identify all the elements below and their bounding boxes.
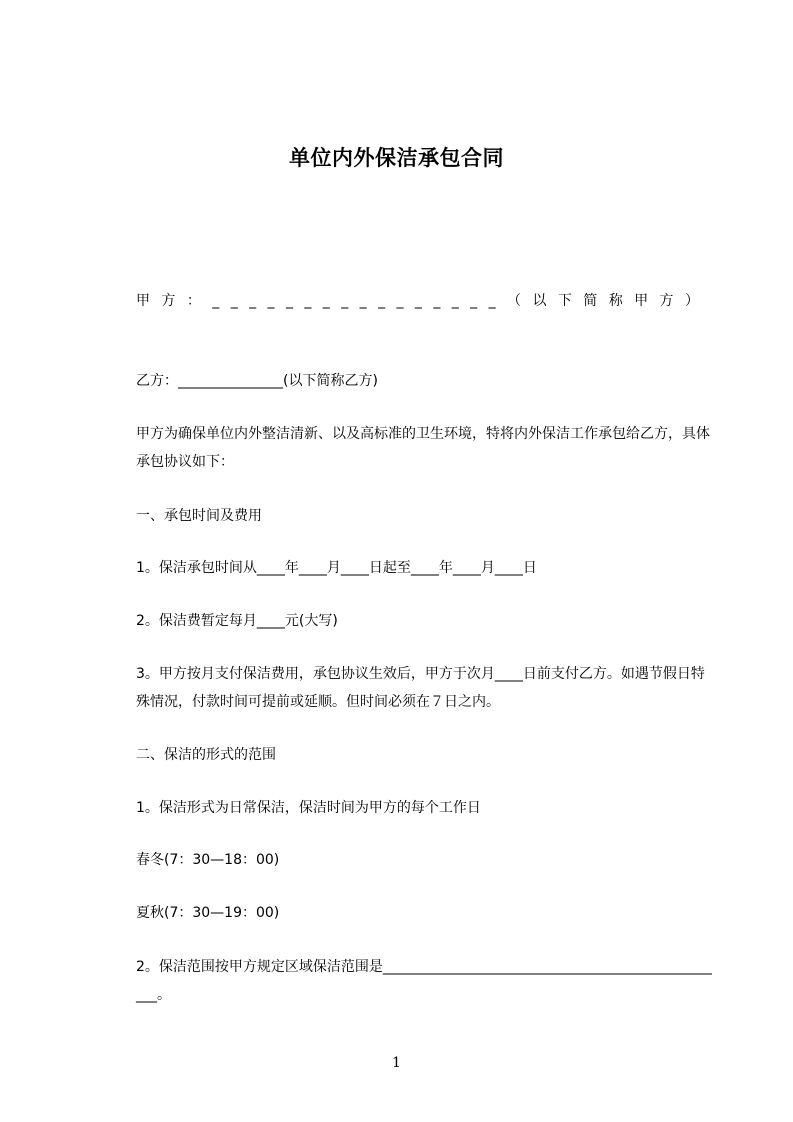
- party-a-char: _: [359, 293, 367, 309]
- party-a-char: 以: [532, 293, 547, 309]
- party-a-char: _: [451, 293, 459, 309]
- party-a-char: 简: [583, 293, 598, 309]
- party-a-char: 称: [608, 293, 623, 309]
- party-a-char: _: [322, 293, 330, 309]
- section2-heading: 二、保洁的形式的范围: [136, 747, 276, 763]
- party-a-char: 方: [659, 293, 674, 309]
- summer-autumn-hours: 夏秋(7：30—19：00): [136, 905, 280, 921]
- item-1-1: 1。保洁承包时间从____年____月____日起至____年____月____日: [136, 560, 537, 576]
- item-2-1: 1。保洁形式为日常保洁，保洁时间为甲方的每个工作日: [136, 800, 481, 816]
- party-a-char: _: [267, 293, 275, 309]
- party-a-char: _: [285, 293, 293, 309]
- party-a-char: _: [249, 293, 257, 309]
- party-a-char: （: [507, 293, 522, 309]
- item-1-2: 2。保洁费暂定每月____元(大写): [136, 613, 338, 629]
- party-a-char: _: [433, 293, 441, 309]
- party-a-char: _: [230, 293, 238, 309]
- section1-heading: 一、承包时间及费用: [136, 508, 262, 524]
- party-a-char: 甲: [136, 293, 150, 309]
- party-a-char: _: [304, 293, 312, 309]
- page-number: 1: [392, 1055, 401, 1071]
- item-2-2: 2。保洁范围按甲方规定区域保洁范围是__________________________________________________。: [136, 959, 712, 1003]
- party-a-char: _: [212, 293, 220, 309]
- party-a-char: _: [414, 293, 422, 309]
- party-a-char: _: [341, 293, 349, 309]
- party-a-char: _: [488, 293, 496, 309]
- spring-winter-hours: 春冬(7：30—18：00): [136, 852, 280, 868]
- party-a-char: 甲: [634, 293, 649, 309]
- item-1-3: 3。甲方按月支付保洁费用，承包协议生效后，甲方于次月____日前支付乙方。如遇节假日特殊情况，付款时间可提前或延顺。但时间必须在７日之内。: [136, 666, 705, 710]
- party-a-line: [136, 287, 699, 315]
- party-a-char: _: [378, 293, 386, 309]
- party-a-char: 方: [161, 293, 176, 309]
- document-title: 单位内外保洁承包合同: [289, 146, 504, 170]
- party-a-char: 下: [557, 293, 572, 309]
- intro-paragraph: [136, 420, 716, 476]
- party-a-char: ）: [684, 293, 699, 309]
- intro-text: 甲方为确保单位内外整洁清新、以及高标准的卫生环境，特将内外保洁工作承包给乙方，具体承包协议如下：: [136, 426, 710, 470]
- party-a-char: _: [470, 293, 478, 309]
- party-a-char: _: [396, 293, 404, 309]
- party-a-char: ：: [186, 293, 201, 309]
- party-b-line: 乙方：_______________(以下简称乙方): [136, 373, 378, 389]
